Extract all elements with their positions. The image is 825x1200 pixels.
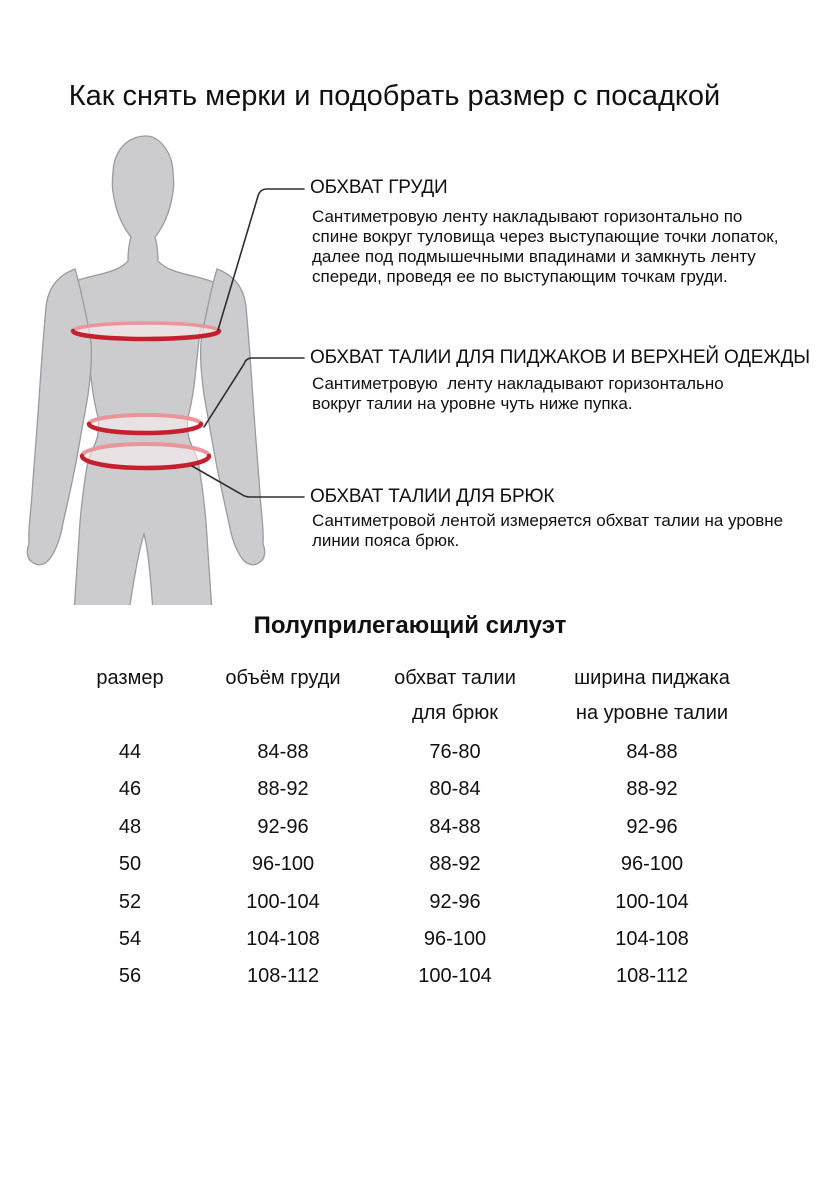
jacket-width-value: 100-104 <box>615 890 689 913</box>
text-line: далее под подмышечными впадинами и замкнуть ленту <box>312 247 756 266</box>
chest-value: 108-112 <box>247 965 319 988</box>
table-row <box>60 921 760 958</box>
text-line: Сантиметровую ленту накладывают горизонтально по <box>312 207 743 226</box>
column-header-trouser-waist-line2: для брюк <box>411 702 499 724</box>
chest-section-heading: ОБХВАТ ГРУДИ <box>310 177 448 198</box>
table-row <box>60 846 760 883</box>
chest-value: 84-88 <box>257 741 309 763</box>
column-header-trouser-waist: обхват талии <box>394 667 516 689</box>
size-table-header-row-2 <box>60 701 760 725</box>
text-line: спине вокруг туловища через выступающие точки лопаток, <box>312 227 779 246</box>
column-header-jacket-width-line2: на уровне талии <box>575 702 729 724</box>
text-line: Сантиметровой лентой измеряется обхват талии на уровне <box>312 511 784 530</box>
column-header-size-line2 <box>60 701 200 725</box>
size-value: 46 <box>118 778 142 801</box>
jacket-width-value: 84-88 <box>626 741 678 763</box>
table-row <box>60 771 760 808</box>
size-value: 52 <box>118 890 142 913</box>
chest-band <box>73 323 219 339</box>
page-title: Как снять мерки и подобрать размер с посадкой <box>68 80 721 112</box>
size-value: 56 <box>118 965 142 988</box>
size-value: 48 <box>118 815 142 838</box>
chest-value: 92-96 <box>257 815 309 838</box>
trouser-waist-section-heading: ОБХВАТ ТАЛИИ ДЛЯ БРЮК <box>310 486 555 507</box>
chest-section-text <box>312 207 778 287</box>
jacket-waist-section-text <box>312 374 724 414</box>
trouser-waist-section-text <box>312 511 783 551</box>
size-value: 44 <box>118 741 142 763</box>
trouser-waist-value: 100-104 <box>418 965 492 988</box>
table-row <box>60 734 760 771</box>
table-row <box>60 809 760 846</box>
jacket-width-value: 108-112 <box>616 965 688 988</box>
chest-value: 104-108 <box>246 927 320 950</box>
chest-value: 88-92 <box>257 778 309 801</box>
jacket-waist-section-heading: ОБХВАТ ТАЛИИ ДЛЯ ПИДЖАКОВ И ВЕРХНЕЙ ОДЕЖДЫ <box>310 347 810 368</box>
chest-value: 96-100 <box>251 853 315 876</box>
size-value: 50 <box>118 853 142 876</box>
size-table-title: Полуприлегающий силуэт <box>253 612 567 639</box>
text-line: линии пояса брюк. <box>312 531 460 550</box>
trouser-waist-value: 80-84 <box>429 778 481 801</box>
column-header-chest-line2 <box>200 701 366 725</box>
text-line: спереди, проведя ее по выступающим точкам груди. <box>312 267 728 286</box>
trouser-waist-value: 88-92 <box>429 853 481 876</box>
table-row <box>60 958 760 995</box>
jacket-width-value: 92-96 <box>626 815 678 838</box>
chest-value: 100-104 <box>246 890 320 913</box>
trouser-waist-value: 84-88 <box>429 815 481 838</box>
body-measurement-diagram <box>0 130 310 605</box>
trouser-waist-band <box>82 444 209 468</box>
jacket-width-value: 104-108 <box>615 927 689 950</box>
column-header-chest: объём груди <box>225 667 341 689</box>
text-line: вокруг талии на уровне чуть ниже пупка. <box>312 394 633 413</box>
column-header-jacket-width: ширина пиджака <box>574 667 730 689</box>
trouser-waist-value: 76-80 <box>429 741 481 763</box>
jacket-width-value: 96-100 <box>620 853 684 876</box>
size-table-body <box>0 734 825 996</box>
jacket-waist-band <box>89 415 201 433</box>
trouser-waist-value: 92-96 <box>429 890 481 913</box>
trouser-waist-value: 96-100 <box>423 927 487 950</box>
size-table-header-row-1 <box>60 666 760 690</box>
table-row <box>60 884 760 921</box>
jacket-width-value: 88-92 <box>626 778 678 801</box>
size-value: 54 <box>118 927 142 950</box>
text-line: Сантиметровую ленту накладывают горизонтально <box>312 374 724 393</box>
column-header-size: размер <box>96 667 164 689</box>
